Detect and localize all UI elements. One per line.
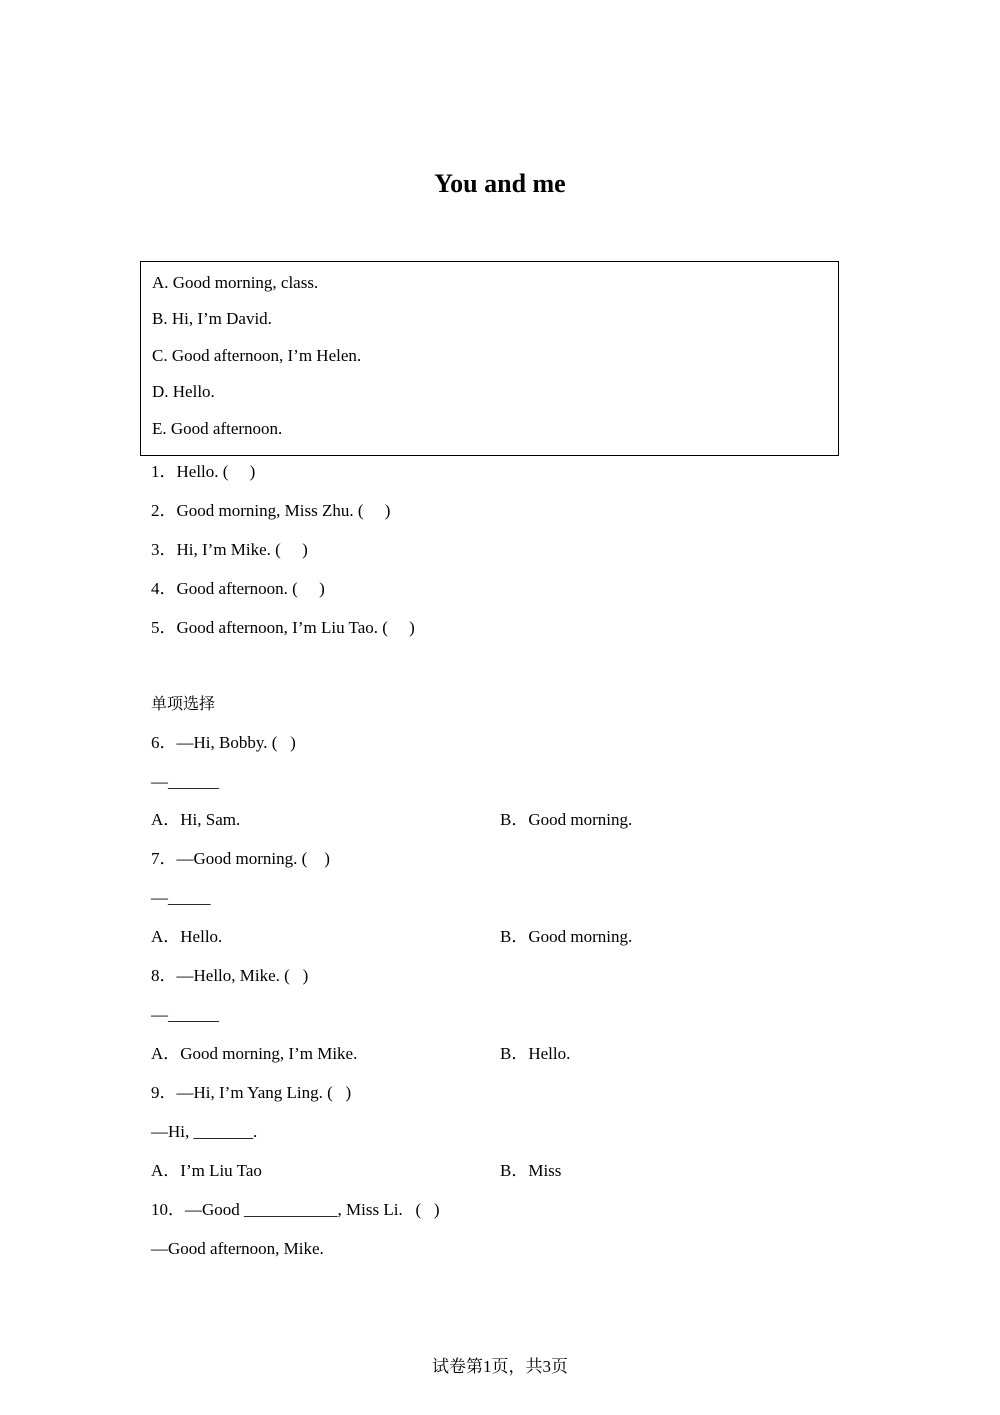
- question-7-option-b: B．Good morning.: [500, 927, 633, 946]
- question-6-stem: 6．—Hi, Bobby. ( ): [151, 733, 296, 752]
- question-8-option-b: B．Hello.: [500, 1044, 571, 1063]
- section-heading: 单项选择: [151, 694, 216, 713]
- question-8-stem: 8．—Hello, Mike. ( ): [151, 966, 309, 985]
- page-title: You and me: [434, 169, 566, 198]
- box-option-b: B. Hi, I’m David.: [152, 309, 272, 328]
- options-box: [140, 261, 839, 456]
- question-7-stem: 7．—Good morning. ( ): [151, 849, 330, 868]
- question-7-answer-line: —_____: [151, 888, 211, 907]
- question-6-option-a: A．Hi, Sam.: [151, 810, 241, 829]
- question-9-option-a: A．I’m Liu Tao: [151, 1161, 262, 1180]
- matching-item-5: 5．Good afternoon, I’m Liu Tao. ( ): [151, 618, 415, 637]
- matching-item-2: 2．Good morning, Miss Zhu. ( ): [151, 501, 391, 520]
- matching-item-1: 1．Hello. ( ): [151, 462, 256, 481]
- question-7-option-a: A．Hello.: [151, 927, 223, 946]
- box-option-d: D. Hello.: [152, 382, 215, 401]
- question-6-answer-line: —______: [151, 772, 219, 791]
- question-9-stem: 9．—Hi, I’m Yang Ling. ( ): [151, 1083, 352, 1102]
- question-8-answer-line: —______: [151, 1005, 219, 1024]
- question-10-answer-line: —Good afternoon, Mike.: [151, 1239, 324, 1258]
- question-9-answer-line: —Hi, _______.: [151, 1122, 258, 1141]
- box-option-e: E. Good afternoon.: [152, 419, 283, 438]
- matching-item-3: 3．Hi, I’m Mike. ( ): [151, 540, 308, 559]
- question-9-option-b: B．Miss: [500, 1161, 562, 1180]
- question-10-stem: 10．—Good ___________, Miss Li. ( ): [151, 1200, 440, 1219]
- box-option-c: C. Good afternoon, I’m Helen.: [152, 346, 362, 365]
- question-6-option-b: B．Good morning.: [500, 810, 633, 829]
- box-option-a: A. Good morning, class.: [152, 273, 319, 292]
- question-8-option-a: A．Good morning, I’m Mike.: [151, 1044, 358, 1063]
- matching-item-4: 4．Good afternoon. ( ): [151, 579, 325, 598]
- page-footer: 试卷第1页，共3页: [432, 1357, 568, 1376]
